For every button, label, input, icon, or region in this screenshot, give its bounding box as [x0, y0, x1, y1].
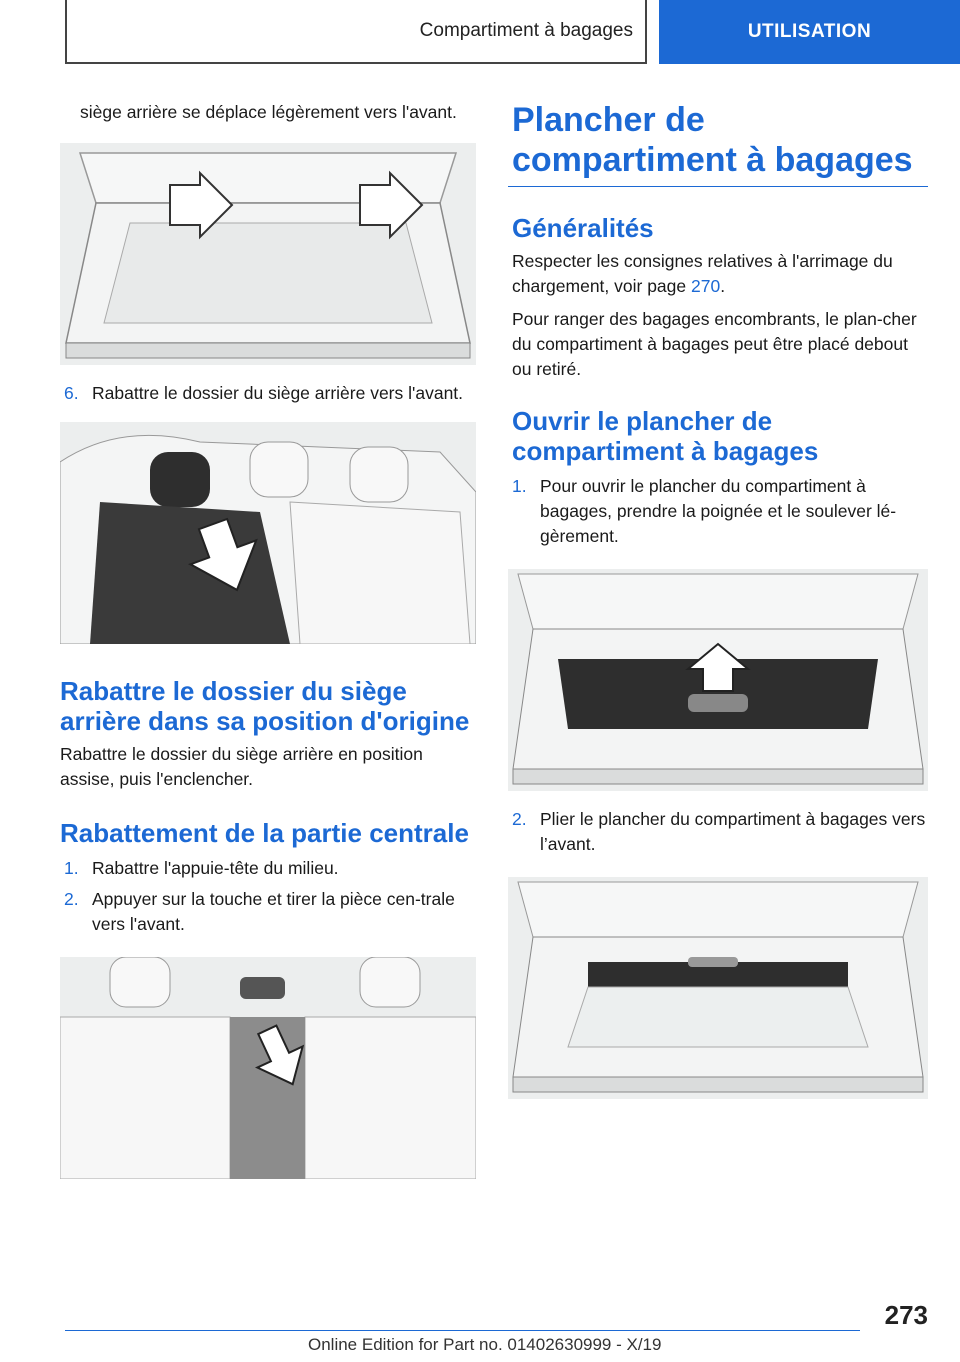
step-number: 2. — [64, 889, 79, 909]
center-steps-list — [60, 856, 476, 937]
running-header-section — [65, 0, 647, 64]
step-text: Rabattre le dossier du siège arrière vers l'avant. — [92, 383, 464, 403]
rear-seat-fold-illustration — [60, 422, 476, 644]
general-paragraph-2: Pour ranger des bagages encombrants, le plan-cher du compartiment à bagages peut être placé debout ou retiré. — [512, 309, 917, 379]
page-reference-link[interactable]: 270 — [691, 276, 721, 296]
right-column — [508, 100, 928, 1099]
intro-text: siège arrière se déplace légèrement vers l'avant. — [80, 102, 457, 122]
step-text: Pour ouvrir le plancher du compartiment à bagages, prendre la poignée et le soulever lé-gèrement. — [540, 476, 897, 546]
list-item — [508, 807, 928, 857]
list-item — [60, 887, 476, 937]
trunk-illustration — [60, 143, 476, 365]
heading-restore-backrest: Rabattre le dossier du siège arrière dans sa position d'origine — [60, 676, 470, 736]
section-title: Compartiment à bagages — [419, 20, 633, 41]
general-paragraph-1 — [512, 249, 928, 299]
heading-open-floor: Ouvrir le plancher de compartiment à bagages — [512, 406, 819, 466]
step-6 — [60, 381, 476, 406]
main-heading: Plancher de compartiment à bagages — [512, 101, 913, 179]
restore-text: Rabattre le dossier du siège arrière en position assise, puis l'enclencher. — [60, 744, 423, 789]
main-heading-block — [508, 100, 928, 187]
list-item — [60, 856, 476, 881]
step-number: 2. — [512, 809, 527, 829]
running-header-chapter — [659, 0, 960, 64]
step-number: 6. — [64, 383, 79, 403]
list-item — [508, 474, 928, 549]
footer-divider — [65, 1330, 860, 1331]
step-number: 1. — [64, 858, 79, 878]
left-column — [60, 100, 476, 1179]
text-span: . — [720, 276, 726, 296]
footer-edition: Online Edition for Part no. 01402630999 - X/19 — [308, 1335, 662, 1354]
step-number: 1. — [512, 476, 527, 496]
chapter-title: UTILISATION — [747, 21, 872, 42]
fold-floor-illustration — [508, 877, 928, 1099]
step-text: Appuyer sur la touche et tirer la pièce cen-trale vers l'avant. — [92, 889, 455, 934]
text-span: Respecter les consignes relatives à l'arrimage du chargement, voir page — [512, 251, 893, 296]
open-floor-illustration — [508, 569, 928, 791]
heading-general: Généralités — [512, 213, 654, 243]
heading-center-section: Rabattement de la partie centrale — [60, 818, 469, 848]
step-text: Plier le plancher du compartiment à bagages vers l’avant. — [540, 809, 926, 854]
page-number: 273 — [884, 1300, 928, 1330]
center-section-illustration — [60, 957, 476, 1179]
step-text: Rabattre l'appuie-tête du milieu. — [92, 858, 339, 878]
